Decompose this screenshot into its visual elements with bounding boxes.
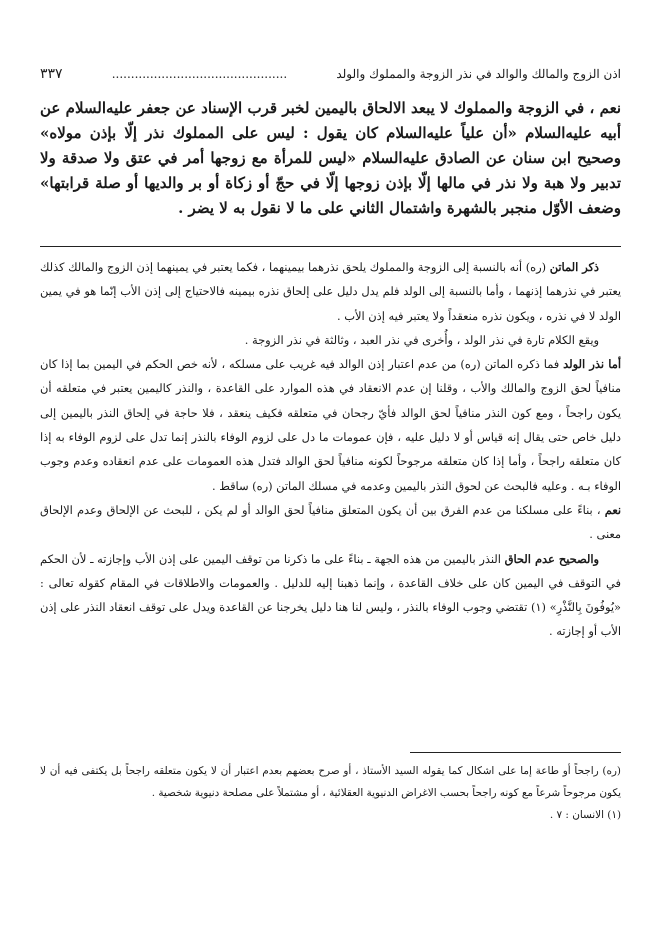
paragraph-text: ويقع الكلام تارة في نذر الولد ، وأُخرى في نذر العبد ، وثالثة في نذر الزوجة . <box>244 332 599 347</box>
paragraph-lead: ذكر الماتن <box>549 260 599 274</box>
commentary-block <box>40 255 621 644</box>
footnote: (ره) راجحاً أو طاعة إما على اشكال كما يقوله السيد الأستاذ ، أو صرح بعضهم بعدم اعتبار أن لا يكون متعلقه راجحاً بل يكتفى فيه أن لا يكون مرجوحاً شرعاً مع كونه راجحاً بحسب الاغراض الدنيوية العقلائية ، أو مشتملاً على مصلحة دنيوية شخصية . <box>40 765 621 799</box>
commentary-paragraph <box>40 328 621 352</box>
header-leader-dots: .............................................. <box>111 67 288 81</box>
commentary-paragraph <box>40 352 621 498</box>
paragraph-lead: نعم <box>604 502 621 517</box>
main-paragraph: نعم ، في الزوجة والمملوك لا يبعد الالحاق باليمين لخبر قرب الإسناد عن جعفر عليه‌السلام عن أبيه عليه‌السلام «أن علياً عليه‌السلام كان يقول : ليس على المملوك نذر إلّا بإذن مولاه» وصحيح ابن سنان عن الصادق عليه‌السلام «ليس للمرأة مع زوجها أمر في عتق ولا صدقة ولا تدبير ولا هبة ولا نذر في مالها إلّا بإذن زوجها إلّا في حجّ أو زكاة أو بر والديها أو صلة قرابتها» وضعف الأوّل منجبر بالشهرة واشتمال الثاني على ما لا نقول به لا يضر . <box>40 99 621 217</box>
footnotes-block <box>40 760 621 826</box>
commentary-paragraph <box>40 547 621 644</box>
main-text-block <box>40 96 621 221</box>
paragraph-lead: أما نذر الولد <box>563 357 621 372</box>
footnote-rule <box>410 752 621 753</box>
running-header <box>40 66 621 88</box>
header-title: اذن الزوج والمالك والوالد في نذر الزوجة والمملوك والولد <box>336 67 621 81</box>
commentary-paragraph <box>40 498 621 547</box>
paragraph-text: (ره) أنه بالنسبة إلى الزوجة والمملوك يلحق نذرهما بيمينهما ، فكما يعتبر في يمينهما إذن الزوج والمالك كذلك يعتبر في نذرهما إذنهما ، وأما بالنسبة إلى الولد فلم يدل دليل على إلحاق نذره بيمينه فالاحتياج إلى إذن الأب إنّما هو في يمين الولد لا في نذره ، ويكون نذره منعقداً ولا يعتبر فيه إذن الأب . <box>40 260 621 323</box>
paragraph-lead: والصحيح عدم الحاق <box>504 551 599 566</box>
footnote: (١) الانسان : ٧ . <box>549 809 621 821</box>
paragraph-text: فما ذكره الماتن (ره) من عدم اعتبار إذن الوالد فيه غريب على مسلكه ، لأنه خص الحكم في اليمين بما إذا كان منافياً لحق الزوج والمالك والأب ، وقلنا إن عدم الانعقاد في هذه الموارد على القاعدة ، والنذر كاليمين يعتبر في متعلقه أن يكون راجحاً ، ومع كون النذر منافياً لحق الوالد فأيّ رجحان في متعلقه فكيف ينعقد ، فلا حاجة في إلحاق النذر باليمين إلى دليل خاص حتى يقال إنه قياس أو لا دليل عليه ، فإن عمومات ما دل على لزوم الوفاء بالنذر إنما تدل على لزوم الوفاء به إذا كان متعلقه راجحاً ، وأما إذا كان متعلقه مرجوحاً لكونه منافياً لحق الوالد فتدل هذه العمومات على عدم انعقاده وعدم وجوب الوفاء بـه . وعليه فالبحث عن لحوق النذر باليمين وعدمه في مسلك الماتن (ره) ساقط . <box>40 357 621 493</box>
commentary-paragraph <box>40 255 621 328</box>
section-divider <box>40 246 621 247</box>
paragraph-text: النذر باليمين من هذه الجهة ـ بناءً على ما ذكرنا من توقف اليمين على إذن الأب وإجازته ـ لأن الحكم في التوقف في اليمين كان على خلاف القاعدة ، وإنما ذهبنا إليه للدليل . والعمومات والاطلاقات في المقام كقوله تعالى : «يُوفُونَ بِالنَّذْرِ» (١) تقتضي وجوب الوفاء بالنذر ، وليس لنا هنا دليل يخرجنا عن القاعدة ويدل على توقف انعقاد النذر على إذن الأب أو إجازته . <box>40 551 621 639</box>
page-number: ٣٣٧ <box>40 66 63 82</box>
paragraph-text: ، بناءً على مسلكنا من عدم الفرق بين أن يكون المتعلق منافياً لحق الوالد أو لم يكن ، للبحث عن الإلحاق وعدم الإلحاق معنى . <box>40 502 621 542</box>
